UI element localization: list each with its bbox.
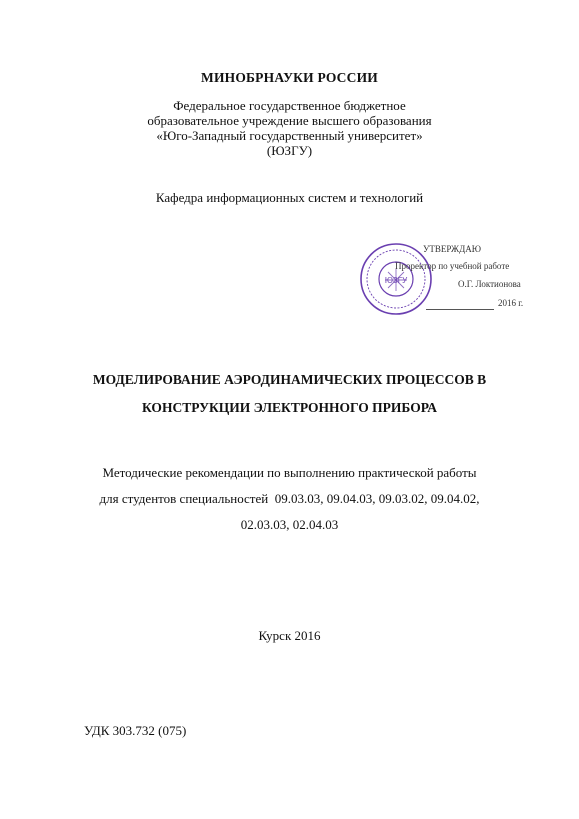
- signature-line: [426, 309, 494, 310]
- organization-block: [0, 98, 579, 158]
- title-line: КОНСТРУКЦИИ ЭЛЕКТРОННОГО ПРИБОРА: [141, 400, 437, 415]
- document-title: [0, 366, 579, 422]
- org-line: «Юго-Западный государственный университет»: [156, 128, 423, 143]
- approval-stamp: [340, 236, 540, 336]
- org-line: образовательное учреждение высшего образования: [147, 113, 432, 128]
- udc-code: УДК 303.732 (075): [84, 723, 187, 738]
- org-line: (ЮЗГУ): [266, 143, 313, 158]
- guidance-line: 02.03.03, 02.04.03: [240, 517, 339, 532]
- seal-icon: [359, 242, 433, 316]
- city-year: Курск 2016: [258, 628, 321, 643]
- title-line: МОДЕЛИРОВАНИЕ АЭРОДИНАМИЧЕСКИХ ПРОЦЕССОВ В: [92, 372, 487, 387]
- seal-text: ЮЗГУ: [384, 276, 408, 285]
- approval-date: 2016 г.: [498, 298, 524, 308]
- approve-label: УТВЕРЖДАЮ: [423, 244, 482, 254]
- ministry-heading: МИНОБРНАУКИ РОССИИ: [201, 70, 378, 85]
- approver-role: Проректор по учебной работе: [395, 261, 510, 271]
- guidance-line: Методические рекомендации по выполнению практической работы: [102, 465, 477, 480]
- guidance-line: для студентов специальностей 09.03.03, 09.04.03, 09.03.02, 09.04.02,: [99, 491, 480, 506]
- guidance-description: [0, 460, 579, 538]
- department-name: Кафедра информационных систем и технологий: [155, 190, 424, 205]
- approver-name: О.Г. Локтионова: [458, 279, 521, 289]
- org-line: Федеральное государственное бюджетное: [173, 98, 406, 113]
